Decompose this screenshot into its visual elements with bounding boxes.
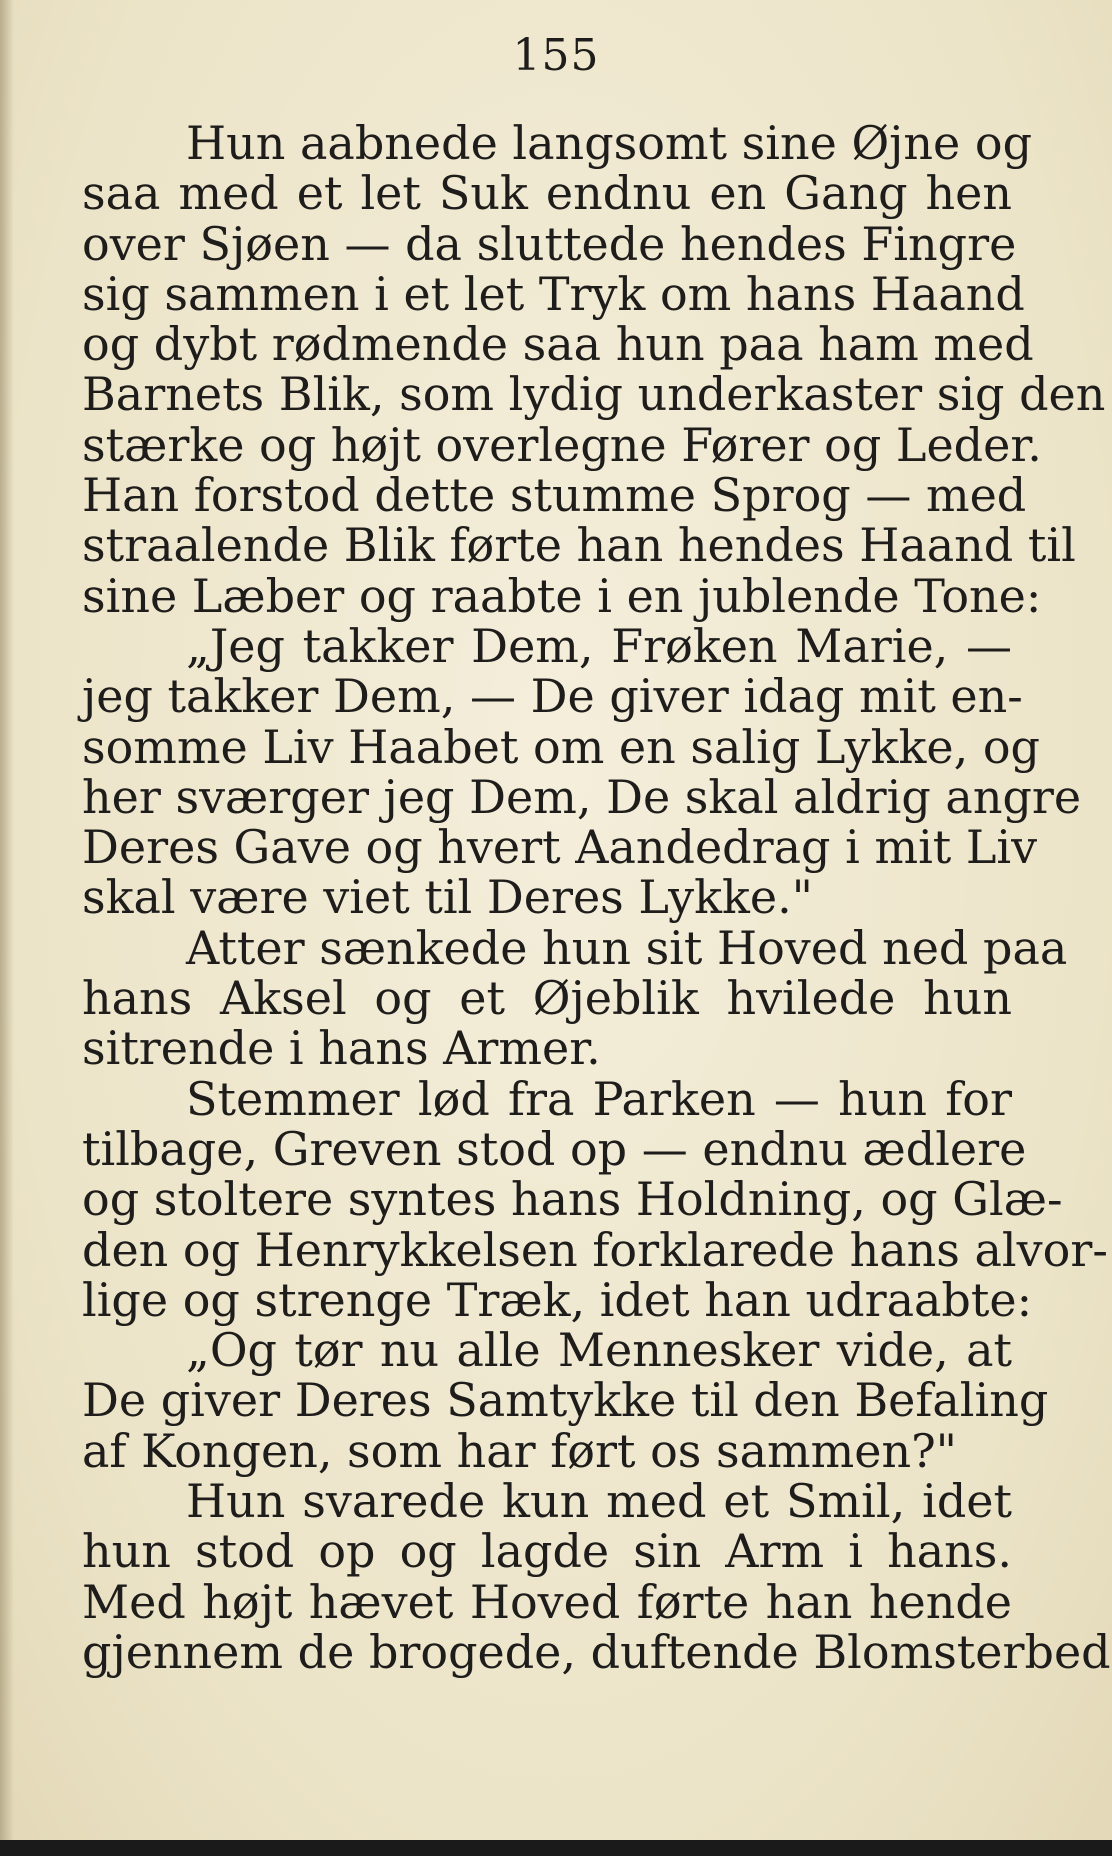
text-line: tilbage, Greven stod op — endnu ædlere [82, 1121, 1027, 1176]
text-line: her sværger jeg Dem, De skal aldrig angre [82, 769, 1082, 824]
text-line: Med højt hævet Hoved førte han hende [82, 1574, 1012, 1629]
text-line: sitrende i hans Armer. [82, 1021, 601, 1076]
text-line: sine Læber og raabte i en jublende Tone: [82, 568, 1042, 623]
text-line: sig sammen i et let Tryk om hans Haand [82, 266, 1025, 321]
text-line: over Sjøen — da sluttede hendes Fingre [82, 216, 1017, 271]
body-text [82, 116, 1111, 1679]
text-line: Stemmer lød fra Parken — hun for [186, 1071, 1012, 1126]
text-line: lige og strenge Træk, idet han udraabte: [82, 1272, 1033, 1327]
text-line: hun stod op og lagde sin Arm i hans. [82, 1524, 1012, 1579]
text-line: Han forstod dette stumme Sprog — med [82, 468, 1027, 523]
text-line: stærke og højt overlegne Fører og Leder. [82, 417, 1042, 472]
text-line: De giver Deres Samtykke til den Befaling [82, 1373, 1049, 1428]
scan-bottom-border [0, 1840, 1112, 1856]
text-line: gjennem de brogede, duftende Blomsterbed [82, 1624, 1111, 1679]
text-line: den og Henrykkelsen forklarede hans alvor- [82, 1222, 1108, 1277]
text-line: „Jeg takker Dem, Frøken Marie, — [186, 618, 1012, 673]
text-line: straalende Blik førte han hendes Haand til [82, 518, 1076, 573]
text-line: hans Aksel og et Øjeblik hvilede hun [82, 971, 1012, 1026]
text-line: Atter sænkede hun sit Hoved ned paa [186, 920, 1068, 975]
page-edge-shadow [0, 0, 14, 1856]
text-line: Barnets Blik, som lydig underkaster sig den [82, 367, 1106, 422]
text-line: Hun aabnede langsomt sine Øjne og [186, 116, 1033, 170]
text-line: somme Liv Haabet om en salig Lykke, og [82, 719, 1041, 774]
text-line: skal være viet til Deres Lykke." [82, 870, 813, 925]
page-number: 155 [512, 30, 600, 81]
text-line: og stoltere syntes hans Holdning, og Glæ- [82, 1172, 1063, 1227]
text-line: og dybt rødmende saa hun paa ham med [82, 317, 1034, 372]
text-line: jeg takker Dem, — De giver idag mit en- [82, 669, 1023, 724]
text-line: Hun svarede kun med et Smil, idet [186, 1474, 1012, 1529]
text-line: af Kongen, som har ført os sammen?" [82, 1423, 957, 1478]
text-line: „Og tør nu alle Mennesker vide, at [186, 1323, 1012, 1378]
text-line: saa med et let Suk endnu en Gang hen [82, 166, 1012, 221]
text-line: Deres Gave og hvert Aandedrag i mit Liv [82, 820, 1038, 875]
